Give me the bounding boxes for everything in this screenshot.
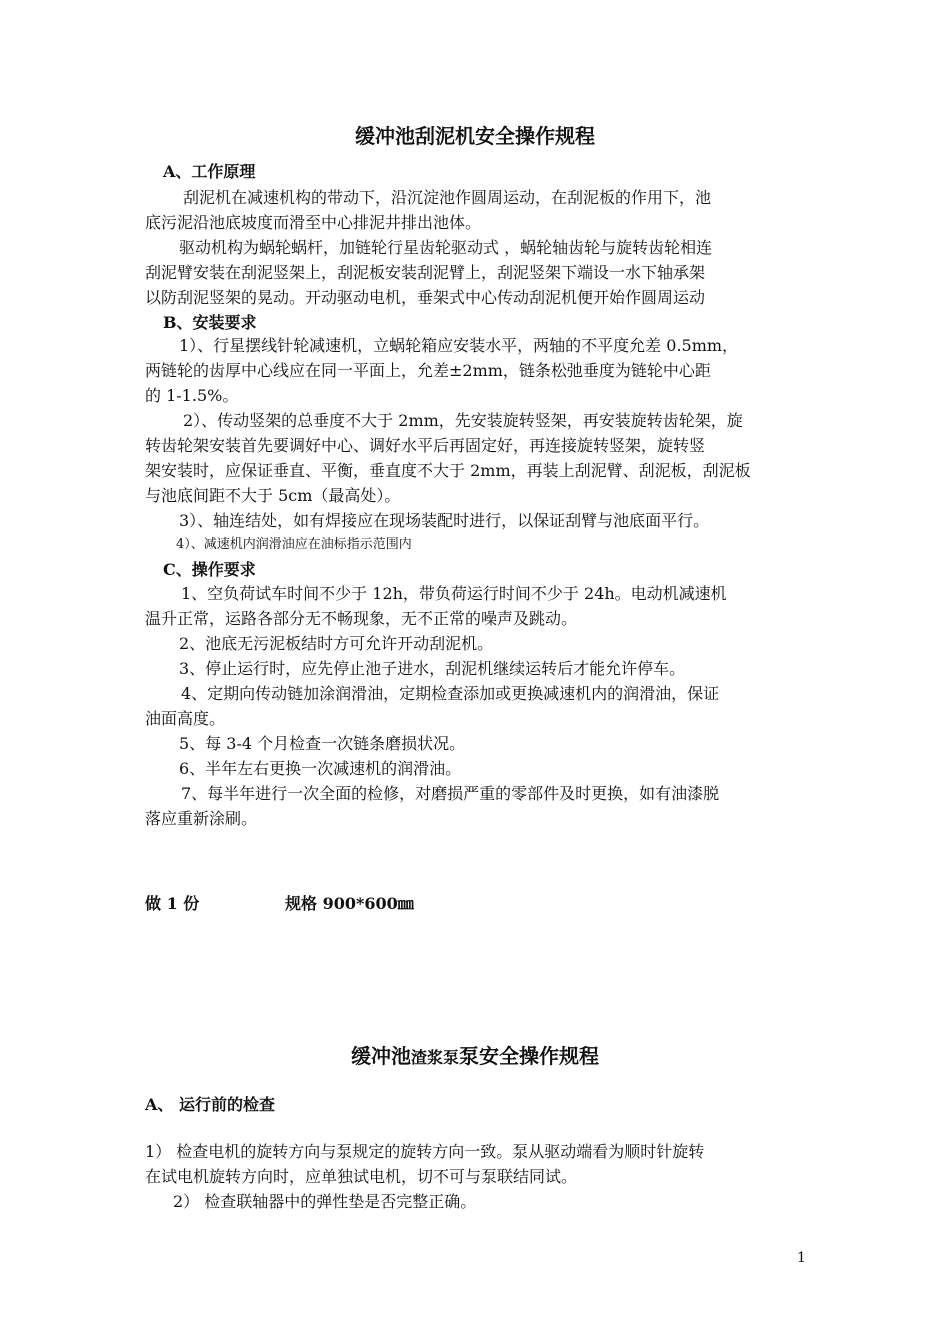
section-2a-item2: 2） 检查联轴器中的弹性垫是否完整正确。 xyxy=(173,1192,477,1211)
section-2a-heading: A、 运行前的检查 xyxy=(145,1095,275,1114)
document-title: 缓冲池刮泥机安全操作规程 xyxy=(355,124,595,148)
section-a-para2-line1: 驱动机构为蜗轮蜗杆，加链轮行星齿轮驱动式 ，蜗轮轴齿轮与旋转齿轮相连 xyxy=(179,238,713,257)
spec-note: 规格 900*600㎜ xyxy=(285,894,414,913)
section-b-item2-line4: 与池底间距不大于 5cm（最高处）。 xyxy=(145,486,401,505)
section-a-heading: A、工作原理 xyxy=(163,162,256,181)
section-c-item7-line1: 7、每半年进行一次全面的检修，对磨损严重的零部件及时更换，如有油漆脱 xyxy=(181,784,720,803)
section-b-item2-line3: 架安装时，应保证垂直、平衡，垂直度不大于 2mm，再装上刮泥臂、刮泥板，刮泥板 xyxy=(145,461,751,480)
section-c-item7-line2: 落应重新涂刷。 xyxy=(145,809,258,828)
section-c-item2: 2、池底无污泥板结时方可允许开动刮泥机。 xyxy=(179,634,494,653)
section-b-item1-line1: 1）、行星摆线针轮减速机，立蜗轮箱应安装水平，两轴的不平度允差 0.5mm， xyxy=(179,336,739,355)
section-a-para2-line2: 刮泥臂安装在刮泥竖架上，刮泥板安装刮泥臂上，刮泥竖架下端设一水下轴承架 xyxy=(145,263,706,282)
title2-part2: 渣浆泵 xyxy=(410,1048,459,1067)
document-title-2 xyxy=(0,1042,950,1072)
section-b-item2-line1: 2）、传动竖架的总垂度不大于 2mm，先安装旋转竖架，再安装旋转齿轮架，旋 xyxy=(183,411,743,430)
section-a-para1-line2: 底污泥沿池底坡度而滑至中心排泥井排出池体。 xyxy=(145,213,482,232)
section-b-heading: B、安装要求 xyxy=(163,313,257,332)
section-c-item1-line2: 温升正常，运路各部分无不畅现象，无不正常的噪声及跳动。 xyxy=(145,609,578,628)
section-c-item5: 5、每 3-4 个月检查一次链条磨损状况。 xyxy=(179,734,466,753)
section-b-item1-line2: 两链轮的齿厚中心线应在同一平面上，允差±2mm，链条松弛垂度为链轮中心距 xyxy=(145,361,711,380)
title2-part3: 泵安全操作规程 xyxy=(459,1044,599,1068)
section-c-item1-line1: 1、空负荷试车时间不少于 12h，带负荷运行时间不少于 24h。电动机减速机 xyxy=(181,584,727,603)
section-b-item3: 3）、轴连结处，如有焊接应在现场装配时进行，以保证刮臂与池底面平行。 xyxy=(179,511,710,530)
section-c-item4-line1: 4、定期向传动链加涂润滑油，定期检查添加或更换减速机内的润滑油，保证 xyxy=(181,684,720,703)
section-c-heading: C、操作要求 xyxy=(163,560,256,579)
section-2a-item1-line2: 在试电机旋转方向时，应单独试电机，切不可与泵联结同试。 xyxy=(145,1167,578,1186)
section-b-item2-line2: 转齿轮架安装首先要调好中心、调好水平后再固定好，再连接旋转竖架，旋转竖 xyxy=(145,436,706,455)
section-c-item4-line2: 油面高度。 xyxy=(145,709,226,728)
section-a-para1-line1: 刮泥机在减速机构的带动下，沿沉淀池作圆周运动，在刮泥板的作用下，池 xyxy=(183,188,712,207)
section-c-item3: 3、停止运行时，应先停止池子进水，刮泥机继续运转后才能允许停车。 xyxy=(179,659,686,678)
title2-part1: 缓冲池 xyxy=(350,1044,411,1068)
section-b-item1-line3: 的 1-1.5%。 xyxy=(145,386,239,405)
section-b-item4: 4）、减速机内润滑油应在油标指示范围内 xyxy=(176,537,412,552)
page-number: 1 xyxy=(797,1250,806,1266)
copies-note: 做 1 份 xyxy=(145,894,200,913)
section-2a-item1-line1: 1） 检查电机的旋转方向与泵规定的旋转方向一致。泵从驱动端看为顺时针旋转 xyxy=(145,1142,705,1161)
section-c-item6: 6、半年左右更换一次减速机的润滑油。 xyxy=(179,759,462,778)
section-a-para2-line3: 以防刮泥竖架的晃动。开动驱动电机，垂架式中心传动刮泥机便开始作圆周运动 xyxy=(145,288,706,307)
